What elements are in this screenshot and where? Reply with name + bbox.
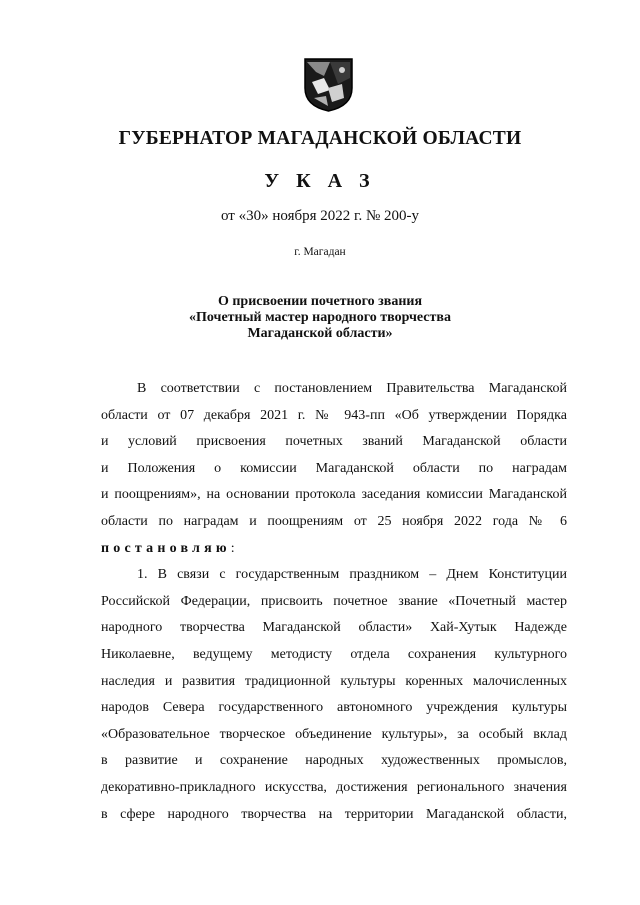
magadan-coat-of-arms-icon — [304, 58, 353, 112]
item1-line: 1. В связи с государственным праздником – Днем Конституции — [137, 567, 567, 583]
decree-subject — [0, 294, 640, 342]
subject-line: Магаданской области» — [247, 326, 393, 341]
item1-line: в сфере народного творчества на территории Магаданской области, — [101, 806, 567, 822]
item1-line: «Образовательное творческое объединение культуры», за особый вклад — [101, 726, 567, 742]
decree-word: постановляю — [101, 540, 231, 556]
decree-body — [101, 376, 567, 828]
preamble-line: и Положения о комиссии Магаданской области по наградам — [101, 460, 567, 476]
city: г. Магадан — [294, 246, 346, 258]
date-and-number: от «30» ноября 2022 г. № 200-у — [220, 208, 420, 224]
authority-title: ГУБЕРНАТОР МАГАДАНСКОЙ ОБЛАСТИ — [118, 128, 522, 149]
decree-colon: : — [230, 540, 235, 556]
preamble-line: области от 07 декабря 2021 г. № 943-пп «Об утверждении Порядка — [101, 407, 567, 423]
item1-line: наследия и развития традиционной культуры коренных малочисленных — [101, 673, 567, 689]
item1-line: Николаевне, ведущему методисту отдела сохранения культурного — [101, 646, 567, 662]
preamble-line: области по наградам и поощрениям от 25 ноября 2022 года № 6 — [101, 513, 567, 529]
item1-line: декоративно-прикладного искусства, достижения регионального значения — [101, 779, 567, 795]
item1-line: народного творчества Магаданской области» Хай-Хутык Надежде — [101, 620, 567, 636]
subject-line: «Почетный мастер народного творчества — [189, 310, 451, 325]
preamble-line: и поощрениям», на основании протокола заседания комиссии Магаданской — [101, 487, 567, 503]
preamble-line: В соответствии с постановлением Правительства Магаданской — [137, 381, 567, 396]
item1-line: Российской Федерации, присвоить почетное звание «Почетный мастер — [101, 593, 567, 609]
preamble-line: и условий присвоения почетных званий Магаданской области — [101, 434, 567, 450]
document-type: У К А З — [264, 170, 376, 192]
item1-line: народов Севера государственного автономного учреждения культуры — [101, 700, 567, 716]
decree-word-line — [101, 536, 567, 563]
subject-line: О присвоении почетного звания — [217, 294, 423, 309]
item1-line: в развитие и сохранение народных художественных промыслов, — [101, 753, 567, 769]
